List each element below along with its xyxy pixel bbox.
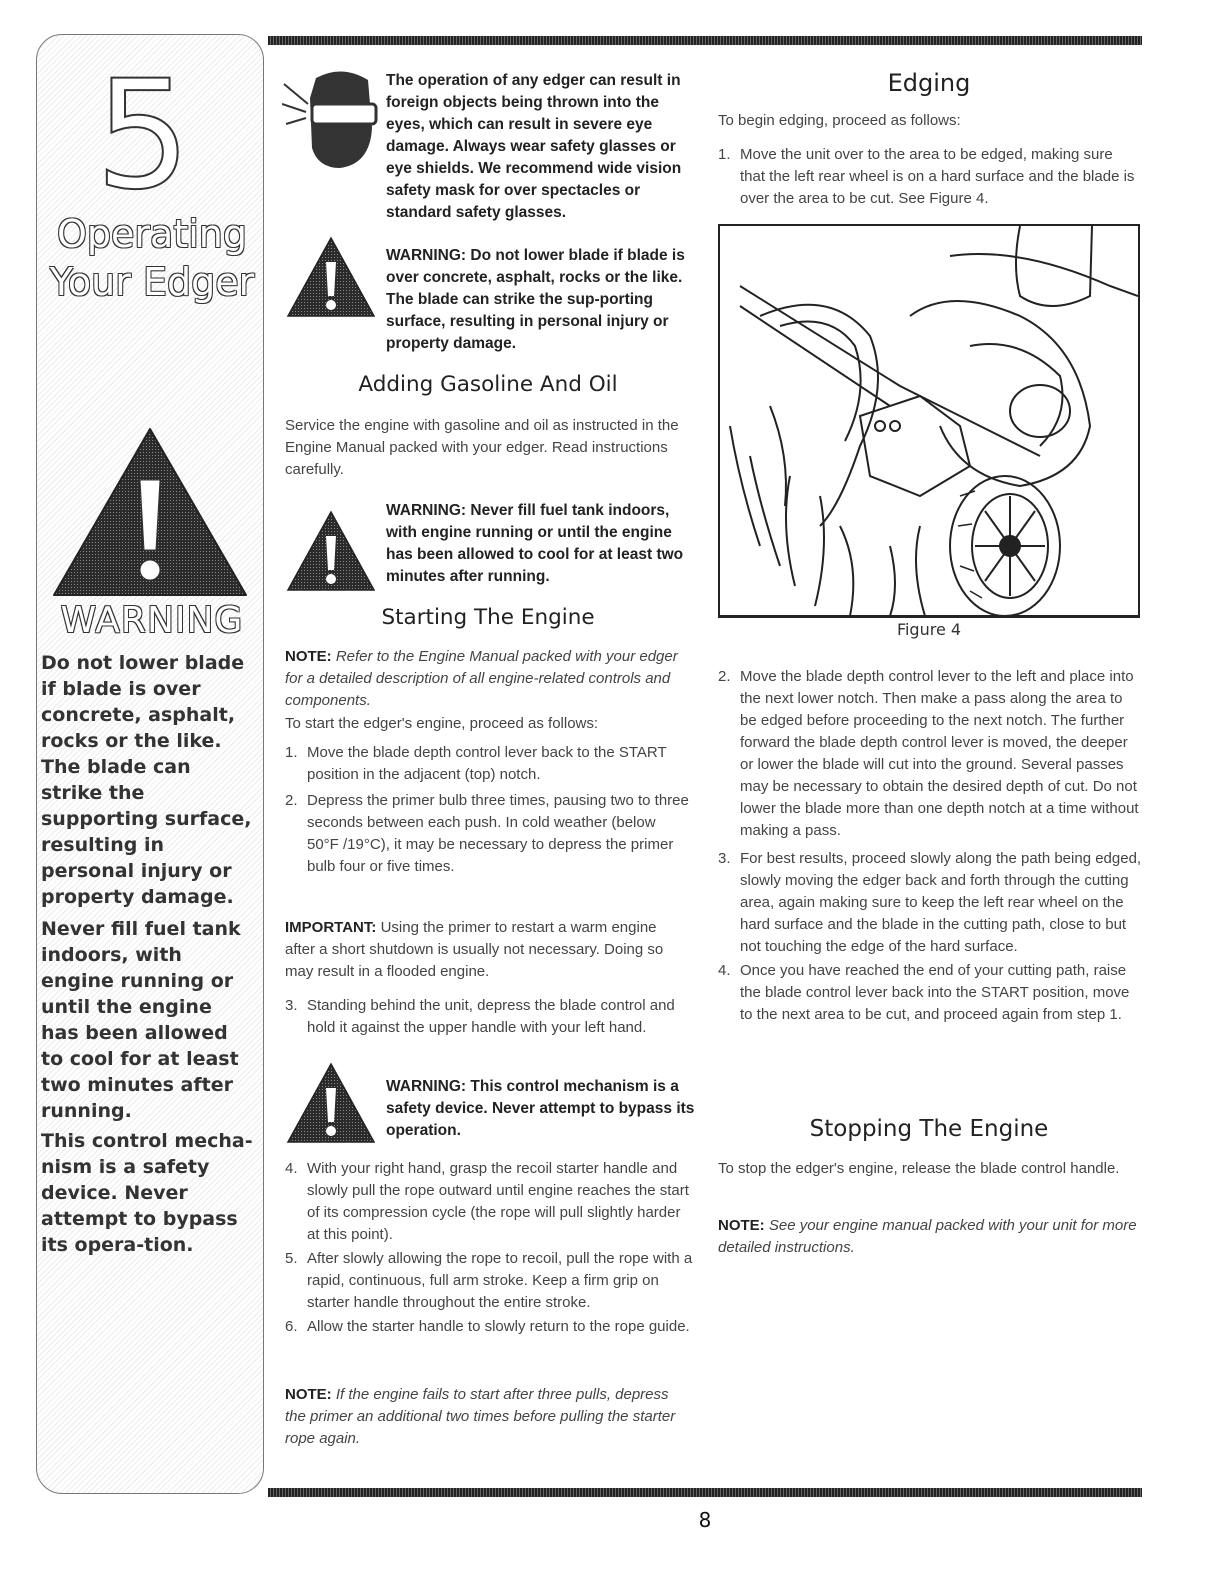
bottom-rule [268, 1488, 1142, 1497]
adding-gasoline-heading: Adding Gasoline And Oil [358, 372, 618, 397]
starting-engine-heading: Starting The Engine [381, 605, 595, 630]
stopping-text: To stop the edger's engine, release the blade control handle. [718, 1160, 1120, 1177]
page-number: 8 [698, 1508, 712, 1532]
stopping-engine-heading: Stopping The Engine [809, 1116, 1049, 1142]
list-item: 2. Move the blade depth control lever to the left and place into the next lower notch. Then make a pass along the area to be edged before proceeding to the next notch. The further forward the blade depth control lever is moved, the deeper or lower the blade will cut into the ground. Several passes may be necessary to obtain the desired depth of cut. Do not lower the blade more than one depth notch at a time without making a pass. [718, 668, 1139, 839]
sidebar-warning-fuel: Never fill fuel tank indoors, with engine running or until the engine has been allowed to cool for at least two minutes after running. [41, 918, 241, 1122]
note-text: Refer to the Engine Manual packed with your edger for a detailed description of all engine-related controls and components. [285, 648, 678, 709]
list-item: 4. With your right hand, grasp the recoil starter handle and slowly pull the rope outward until engine reaches the start of its compression cycle (the rope will pull slightly harder at this point). [285, 1160, 689, 1243]
note-engine-instructions [718, 1215, 1142, 1259]
note-engine-manual [285, 646, 690, 712]
note-primer [285, 1384, 685, 1450]
edging-intro: To begin edging, proceed as follows: [718, 112, 961, 129]
start-steps-b [285, 995, 690, 1039]
figure-4-illustration [718, 224, 1140, 618]
warning-triangle-icon [286, 236, 376, 318]
chapter-title-line2: Your Edger [49, 260, 255, 304]
note-label: NOTE: [285, 648, 332, 665]
list-item: 2. Depress the primer bulb three times, pausing two to three seconds between each push. In cold weather (below 50°F /19°C), it may be necessary to depress the primer bulb four or five times. [285, 792, 689, 875]
warning-triangle-icon [286, 510, 376, 592]
sidebar-warning-heading: WARNING [60, 600, 244, 641]
note-text: See your engine manual packed with your unit for more detailed instructions. [718, 1217, 1137, 1256]
list-item: 1. Move the unit over to the area to be edged, making sure that the left rear wheel is on a hard surface and the blade is over the area to be cut. See Figure 4. [718, 146, 1135, 207]
start-steps-a [285, 742, 690, 878]
note-label: NOTE: [285, 1386, 332, 1403]
warning-triangle-icon [50, 425, 250, 600]
gasoline-text: Service the engine with gasoline and oil as instructed in the Engine Manual packed with your edger. Read instructions carefully. [285, 417, 679, 478]
note-label: NOTE: [718, 1217, 765, 1234]
list-item: 1. Move the blade depth control lever back to the START position in the adjacent (top) notch. [285, 744, 667, 783]
list-item: 3. Standing behind the unit, depress the blade control and hold it against the upper handle with your left hand. [285, 997, 675, 1036]
eye-warning-text: The operation of any edger can result in foreign objects being thrown into the eyes, which can result in severe eye damage. Always wear safety glasses or eye shields. We recommend wide vision safety mask for over spectacles or standard safety glasses. [386, 72, 682, 221]
svg-text:5: 5 [95, 62, 191, 202]
edging-steps-a [718, 144, 1138, 210]
warning-triangle-icon [286, 1062, 376, 1144]
blade-warning-text: WARNING: Do not lower blade if blade is over concrete, asphalt, rocks or the like. The blade can strike the sup-porting surface, resulting in personal injury or property damage. [386, 247, 685, 352]
top-rule [268, 36, 1142, 45]
start-steps-c [285, 1158, 695, 1338]
edger-drawing [720, 226, 1138, 616]
list-item: 4. Once you have reached the end of your cutting path, raise the blade control lever back into the START position, move to the next area to be cut, and proceed again from step 1. [718, 962, 1130, 1023]
note-text: If the engine fails to start after three pulls, depress the primer an additional two times before pulling the starter rope again. [285, 1386, 676, 1447]
list-item: 3. For best results, proceed slowly along the path being edged, slowly moving the edger back and forth through the cutting area, again making sure to keep the left rear wheel on the hard surface and the blade in the cutting path, close to but not touching the edge of the hard surface. [718, 850, 1142, 955]
list-item: 5. After slowly allowing the rope to recoil, pull the rope with a rapid, continuous, full arm stroke. Keep a firm grip on starter handle throughout the entire stroke. [285, 1250, 693, 1311]
list-item: 6. Allow the starter handle to slowly return to the rope guide. [285, 1318, 690, 1335]
control-warning-text: WARNING: This control mechanism is a safety device. Never attempt to bypass its operation. [386, 1078, 695, 1139]
sidebar-warning-blade: Do not lower blade if blade is over concrete, asphalt, rocks or the like. The blade can strike the supporting surface, resulting in personal injury or property damage. [41, 652, 252, 908]
safety-glasses-icon [282, 68, 382, 172]
edging-heading: Edging [887, 69, 971, 97]
sidebar-warning-control: This control mecha-nism is a safety device. Never attempt to bypass its opera-tion. [41, 1130, 253, 1256]
important-note [285, 917, 690, 983]
important-text: Using the primer to restart a warm engine after a short shutdown is usually not necessary. Doing so may result in a flooded engine. [285, 919, 664, 980]
start-intro: To start the edger's engine, proceed as follows: [285, 715, 599, 732]
chapter-title-line1: Operating [57, 212, 247, 256]
edging-steps-b [718, 666, 1142, 1026]
figure-caption: Figure 4 [896, 620, 962, 639]
chapter-title [40, 210, 264, 306]
important-label: IMPORTANT: [285, 919, 377, 936]
chapter-number [88, 62, 198, 202]
fuel-warning-text: WARNING: Never fill fuel tank indoors, with engine running or until the engine has been allowed to cool for at least two minutes after running. [386, 502, 684, 585]
